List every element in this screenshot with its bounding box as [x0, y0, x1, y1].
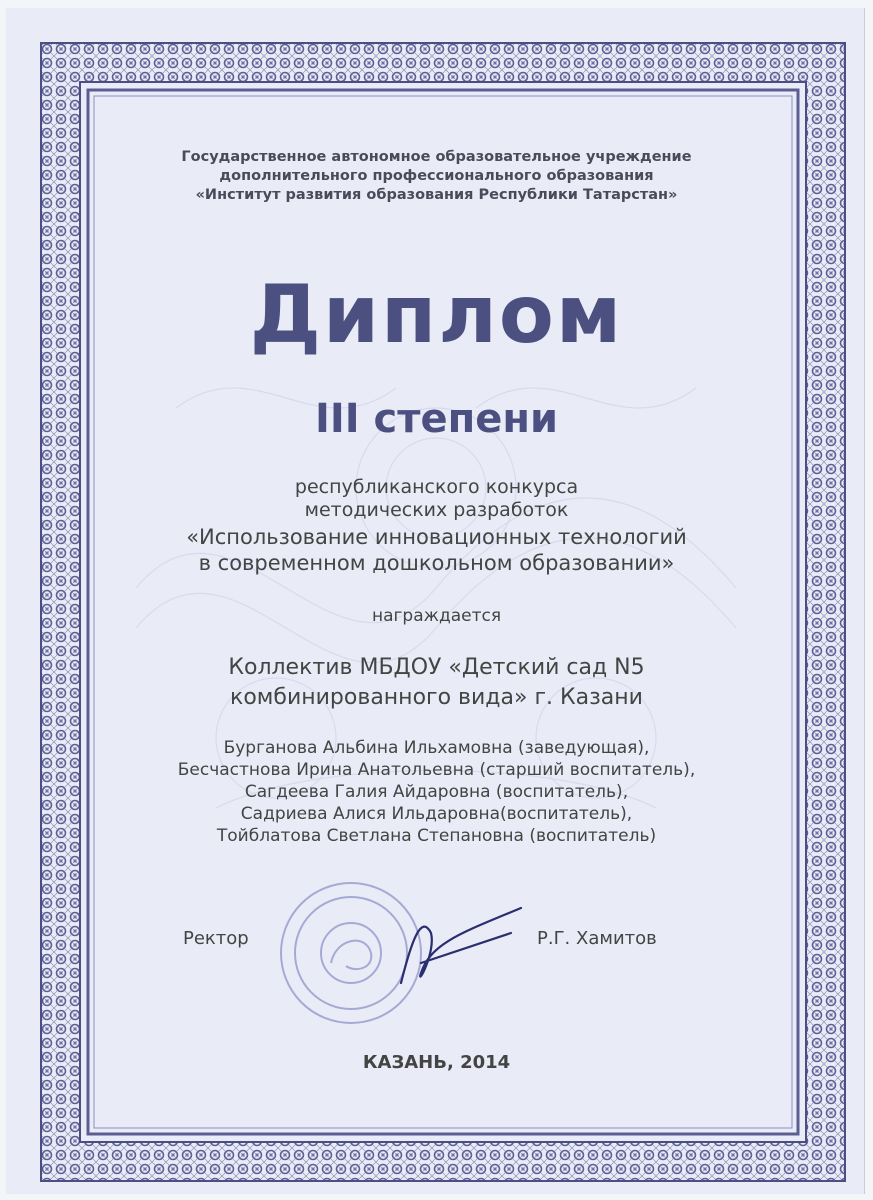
contest-name-line-2: в современном дошкольном образовании» — [198, 551, 675, 575]
contest-line-1: республиканского конкурса — [294, 476, 579, 498]
contest-line-2: методических разработок — [304, 499, 569, 521]
signatory-role: Ректор — [183, 928, 249, 949]
issuer-line-3: «Институт развития образования Республики Татарстан» — [195, 187, 678, 203]
member-2: Бесчастнова Ирина Анатольевна (старший воспитатель), — [177, 760, 696, 780]
handwritten-signature — [391, 903, 531, 993]
member-5: Тойблатова Светлана Степановна (воспитатель) — [216, 826, 657, 846]
place-and-date: КАЗАНЬ, 2014 — [362, 1052, 511, 1073]
recipient-line-1: Коллектив МБДОУ «Детский сад N5 — [228, 655, 645, 680]
member-1: Бурганова Альбина Ильхамовна (заведующая), — [223, 738, 650, 758]
issuer-line-1: Государственное автономное образовательное учреждение — [181, 149, 692, 165]
contest-name-line-1: «Использование инновационных технологий — [186, 525, 687, 549]
issuer-line-2: дополнительного профессионального образования — [219, 168, 654, 184]
recipient-line-2: комбинированного вида» г. Казани — [230, 685, 643, 710]
signatory-name: Р.Г. Хамитов — [537, 928, 657, 949]
member-4: Садриева Алися Ильдаровна(воспитатель), — [240, 804, 633, 824]
document-title: Диплом — [249, 268, 624, 361]
member-3: Сагдеева Галия Айдаровна (воспитатель), — [244, 782, 629, 802]
award-degree: III степени — [314, 396, 559, 442]
awarded-label: награждается — [371, 606, 502, 626]
